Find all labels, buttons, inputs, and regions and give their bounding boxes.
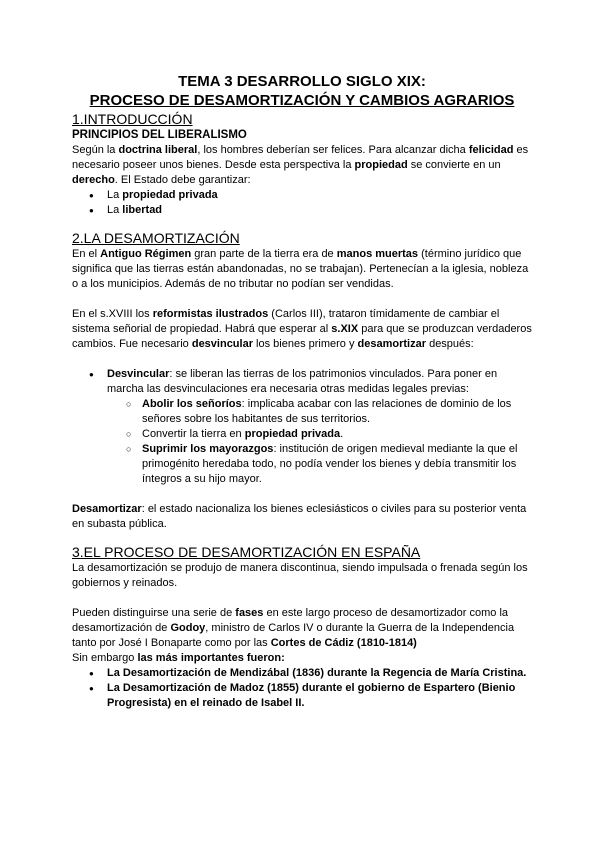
bold-text: reformistas ilustrados [152, 308, 269, 320]
text: Según la [72, 144, 119, 156]
s2-paragraph-2 [72, 307, 532, 352]
sub-list-item [107, 397, 532, 427]
list-item [72, 203, 532, 218]
s2-paragraph-1 [72, 247, 532, 292]
bold-text: felicidad [468, 144, 514, 156]
bold-text: manos muertas [336, 248, 419, 260]
title-line-1: TEMA 3 DESARROLLO SIGLO XIX: [178, 73, 426, 90]
bold-text: fases [235, 607, 264, 619]
text: La [107, 204, 123, 216]
s3-paragraph-3 [72, 651, 532, 666]
bold-text: propiedad privada [122, 189, 218, 201]
text: Sin embargo [72, 652, 138, 664]
s3-bullet-list [72, 666, 532, 711]
text: : se liberan las tierras de los patrimonios vinculados. Para poner en marcha las desvinculaciones era necesaria otras medidas legales previas: [107, 368, 498, 395]
text: se convierte en un [407, 159, 501, 171]
text: : implicaba acabar con las relaciones de dominio de los señores sobre los habitantes de sus territorios. [142, 398, 512, 425]
bold-text: s.XIX [331, 323, 359, 335]
bold-text: las más importantes fueron: [137, 652, 285, 664]
s3-paragraph-1: La desamortización se produjo de manera discontinua, siendo impulsada o frenada según los gobiernos y reinados. [72, 562, 528, 589]
list-item: ● La Desamortización de Mendizábal (1836) durante la Regencia de María Cristina. [72, 666, 532, 681]
text: : el estado nacionaliza los bienes eclesiásticos o civiles para su posterior venta en subasta pública. [72, 503, 527, 530]
bold-text: Abolir los señoríos [142, 398, 242, 410]
bold-text: Cortes de Cádiz (1810-1814) [270, 637, 417, 649]
list-item: ● La Desamortización de Madoz (1855) durante el gobierno de Espartero (Bienio Progresista) en el reinado de Isabel II. [72, 681, 532, 711]
bold-text: doctrina liberal [118, 144, 198, 156]
section-2-heading: 2.LA DESAMORTIZACIÓN [72, 230, 240, 246]
list-item [72, 367, 532, 487]
bold-text: desvincular [191, 338, 253, 350]
text: en este largo proceso de desamortizador como la desamortización de [72, 607, 508, 634]
section-1-heading: 1.INTRODUCCIÓN [72, 111, 193, 127]
document-page [72, 72, 532, 711]
text: para que se produzcan verdaderos cambios. Fue necesario [72, 323, 532, 350]
text: es necesario poseer unos bienes. Desde esta perspectiva la [72, 144, 529, 171]
s1-bullet-list [72, 188, 532, 218]
text: (término jurídico que significa que las tierras están abandonadas, no se trabajan). Pertenecían a la iglesia, nobleza o a los municipios. Además de no tributar no podían ser vendidas. [72, 248, 529, 290]
bold-text: Godoy [170, 622, 206, 634]
bold-text: Suprimir los mayorazgos [142, 443, 274, 455]
text: después: [426, 338, 474, 350]
text: . El Estado debe garantizar: [114, 174, 251, 186]
text: , los hombres deberían ser felices. Para alcanzar dicha [197, 144, 469, 156]
text: Pueden distinguirse una serie de [72, 607, 236, 619]
text: La [107, 189, 123, 201]
text: los bienes primero y [252, 338, 358, 350]
s1-paragraph-1 [72, 143, 532, 188]
text: En el s.XVIII los [72, 308, 153, 320]
list-item [72, 188, 532, 203]
text: (Carlos III), trataron tímidamente de cambiar el sistema señorial de propiedad. Habrá que esperar al [72, 308, 500, 335]
text: gran parte de la tierra era de [191, 248, 337, 260]
bold-text: Desvincular [107, 368, 170, 380]
bold-text: propiedad privada [244, 428, 341, 440]
bold-text: libertad [122, 204, 163, 216]
text: Convertir la tierra en [142, 428, 245, 440]
text: : institución de origen medieval mediante la que el primogénito heredaba todo, no podía vender los bienes y debía transmitir los íntegros a su hijo mayor. [142, 443, 518, 485]
text: , ministro de Carlos IV o durante la Guerra de la Independencia tanto por José I Bonaparte como por las [72, 622, 515, 649]
sub-list-item [107, 442, 532, 487]
section-3-heading: 3.EL PROCESO DE DESAMORTIZACIÓN EN ESPAÑA [72, 544, 421, 560]
bold-text: Desamortizar [72, 503, 142, 515]
title-line-2: PROCESO DE DESAMORTIZACIÓN Y CAMBIOS AGRARIOS [89, 92, 515, 109]
s2-paragraph-3 [72, 502, 532, 532]
s2-sub-list [107, 397, 532, 487]
bold-text: derecho [72, 174, 115, 186]
text: . [340, 428, 344, 440]
section-1-subheading: PRINCIPIOS DEL LIBERALISMO [72, 129, 247, 141]
sub-list-item [107, 427, 532, 442]
bold-text: desamortizar [357, 338, 427, 350]
bold-text: propiedad [354, 159, 408, 171]
bold-text: Antiguo Régimen [100, 248, 192, 260]
s2-bullet-list [72, 367, 532, 487]
s3-paragraph-2 [72, 606, 532, 651]
text: En el [72, 248, 101, 260]
